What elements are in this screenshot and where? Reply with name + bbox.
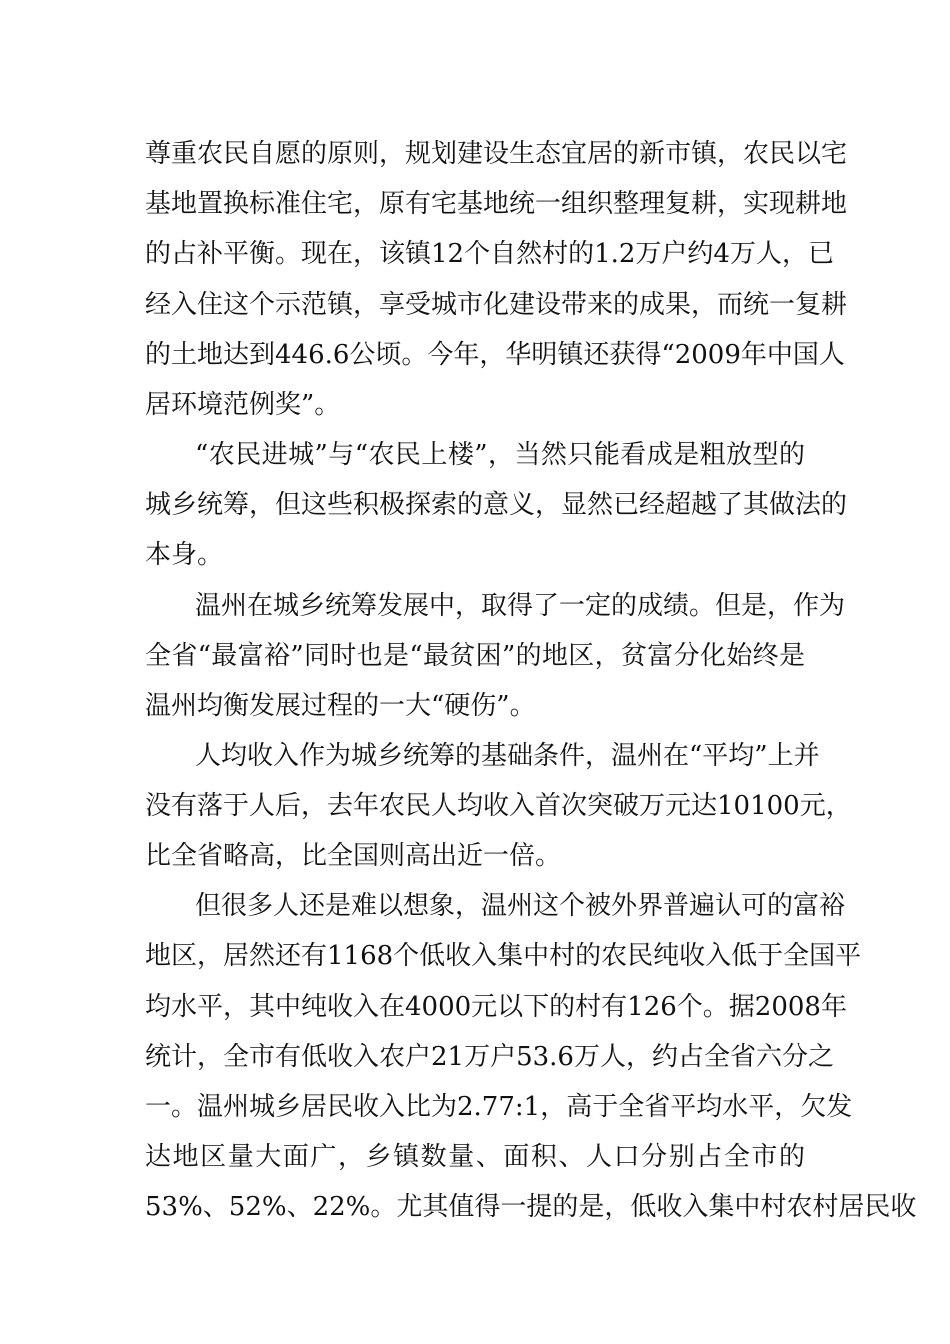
text-line: 地区，居然还有1168个低收入集中村的农民纯收入低于全国平 xyxy=(145,941,862,971)
text-line: 一。温州城乡居民收入比为2.77:1，高于全省平均水平，欠发 xyxy=(145,1092,853,1122)
text-line: 基地置换标准住宅，原有宅基地统一组织整理复耕，实现耕地 xyxy=(145,189,848,219)
text-line: “农民进城”与“农民上楼”，当然只能看成是粗放型的 xyxy=(195,440,805,470)
text-line: 统计，全市有低收入农户21万户53.6万人，约占全省六分之 xyxy=(145,1042,834,1072)
text-line: 的土地达到446.6公顷。今年，华明镇还获得“2009年中国人 xyxy=(145,340,845,370)
text-line: 没有落于人后，去年农民人均收入首次突破万元达10100元， xyxy=(145,791,852,821)
text-line: 经入住这个示范镇，享受城市化建设带来的成果，而统一复耕 xyxy=(145,290,848,320)
text-line: 比全省略高，比全国则高出近一倍。 xyxy=(145,841,562,871)
text-line: 温州在城乡统筹发展中，取得了一定的成绩。但是，作为 xyxy=(195,591,846,621)
text-line: 均水平，其中纯收入在4000元以下的村有126个。据2008年 xyxy=(145,992,847,1022)
text-line: 53%、52%、22%。尤其值得一提的是，低收入集中村农村居民收 xyxy=(145,1192,917,1222)
text-line: 但很多人还是难以想象，温州这个被外界普遍认可的富裕 xyxy=(195,891,846,921)
text-line: 全省“最富裕”同时也是“最贫困”的地区，贫富分化始终是 xyxy=(145,641,805,671)
text-line: 城乡统筹，但这些积极探索的意义，显然已经超越了其做法的 xyxy=(145,490,848,520)
text-line: 达地区量大面广，乡镇数量、面积、人口分别占全市的 xyxy=(145,1142,805,1172)
text-line: 人均收入作为城乡统筹的基础条件，温州在“平均”上并 xyxy=(195,741,820,771)
text-line: 本身。 xyxy=(145,540,224,570)
text-line: 尊重农民自愿的原则，规划建设生态宜居的新市镇，农民以宅 xyxy=(145,139,848,169)
text-line: 的占补平衡。现在，该镇12个自然村的1.2万户约4万人，已 xyxy=(145,239,834,269)
text-line: 居环境范例奖”。 xyxy=(145,390,341,420)
text-line: 温州均衡发展过程的一大“硬伤”。 xyxy=(145,691,536,721)
